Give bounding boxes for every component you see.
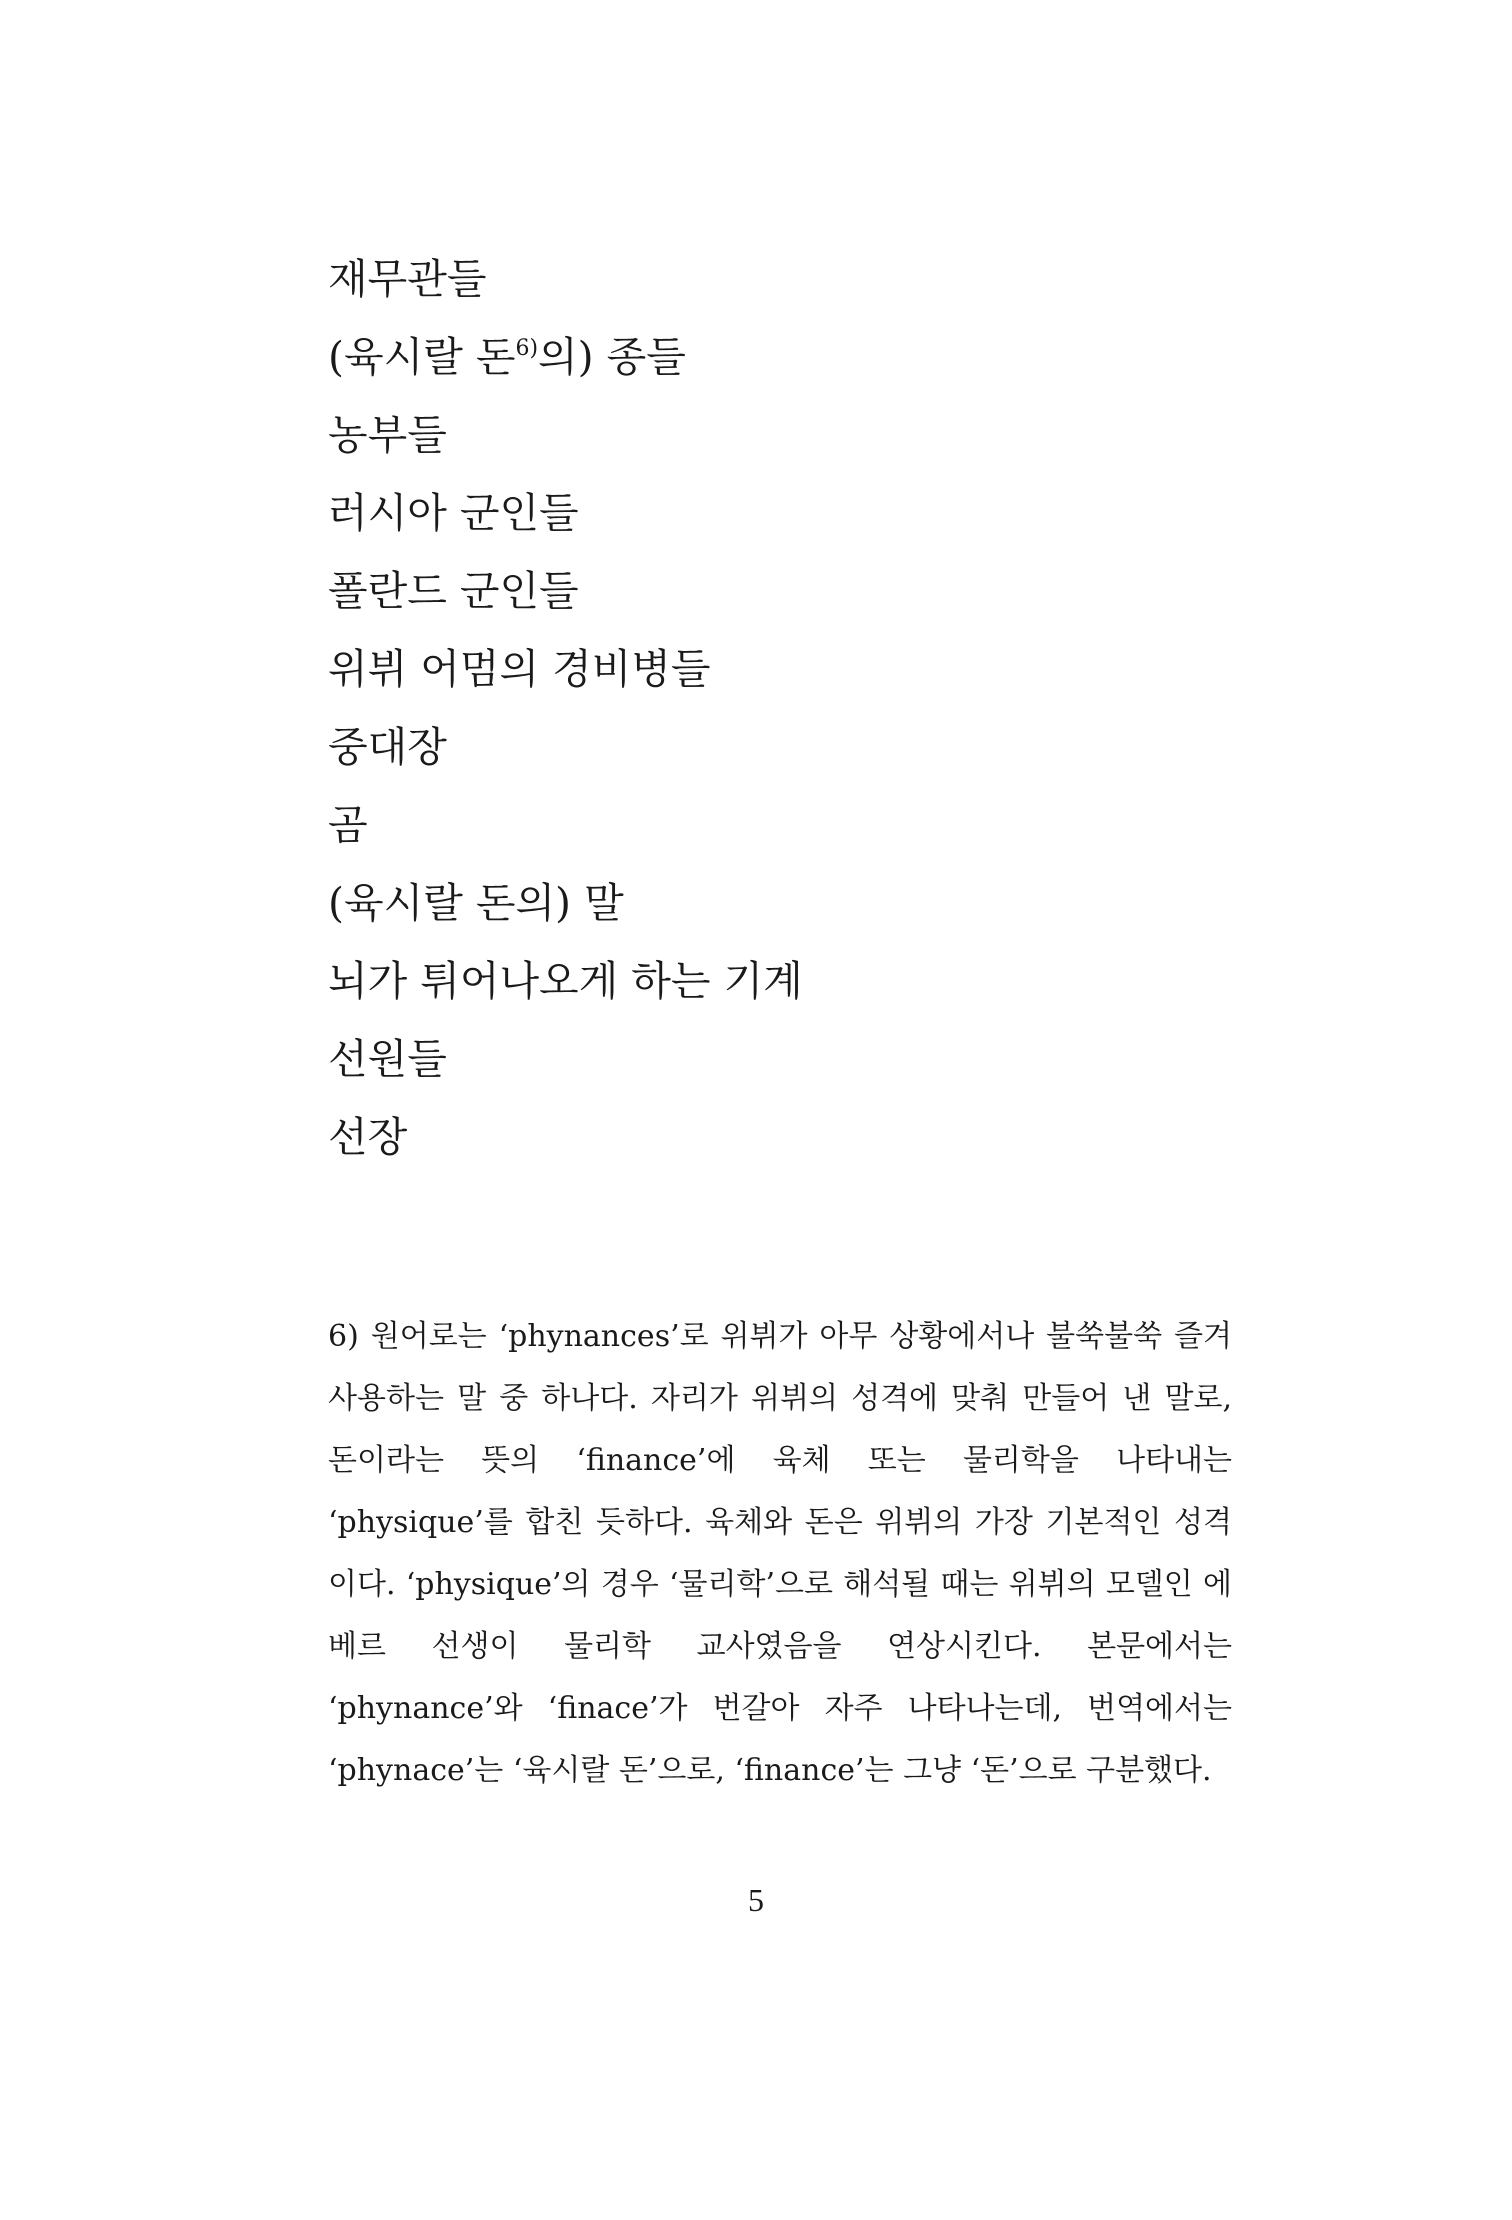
cast-item-bear: 곰 (328, 801, 368, 849)
cast-item-servants: (육시랄 돈$^{6)}$의) 종들 (328, 333, 686, 381)
footnote: 6) 원어로는 ‘phynances’로 위뷔가 아무 상황에서나 불쑥불쑥 즐겨 사용하는 말 중 하나다. 자리가 위뷔의 성격에 맞춰 만들어 낸 말로, 돈이라는 뜻의 ‘finance’에 육체 또는 물리학을 나타내는 ‘physique’를 합친 듯하다. 육체와 돈은 위뷔의 가장 기본적인 성격이다. ‘physique’의 경우 ‘물리학’으로 해석될 때는 위뷔의 모델인 에베르 선생이 물리학 교사였음을 연상시킨다. 본문에서는 ‘phynance’와 ‘finace’가 번갈아 자주 나타나는데, 번역에서는 ‘phynace’는 ‘육시랄 돈’으로, ‘finance’는 그냥 ‘돈’으로 구분했다. (328, 1319, 1232, 1788)
cast-item-horse: (육시랄 돈의) 말 (328, 879, 624, 927)
cast-item-sailors: 선원들 (328, 1035, 447, 1083)
cast-item-captain: 중대장 (328, 723, 447, 771)
cast-list (328, 240, 803, 1176)
cast-item-peasants: 농부들 (328, 411, 447, 459)
cast-item-brain-machine: 뇌가 튀어나오게 하는 기계 (328, 957, 803, 1005)
page-number: 5 (748, 1882, 764, 1918)
cast-item-guards: 위뷔 어멈의 경비병들 (328, 645, 711, 693)
cast-item-ship-captain: 선장 (328, 1113, 408, 1161)
cast-item-russian-soldiers: 러시아 군인들 (328, 489, 579, 537)
cast-item-polish-soldiers: 폴란드 군인들 (328, 567, 579, 615)
cast-item-treasury-officials: 재무관들 (328, 255, 487, 303)
footnote-reference[interactable]: 6) (515, 336, 539, 361)
